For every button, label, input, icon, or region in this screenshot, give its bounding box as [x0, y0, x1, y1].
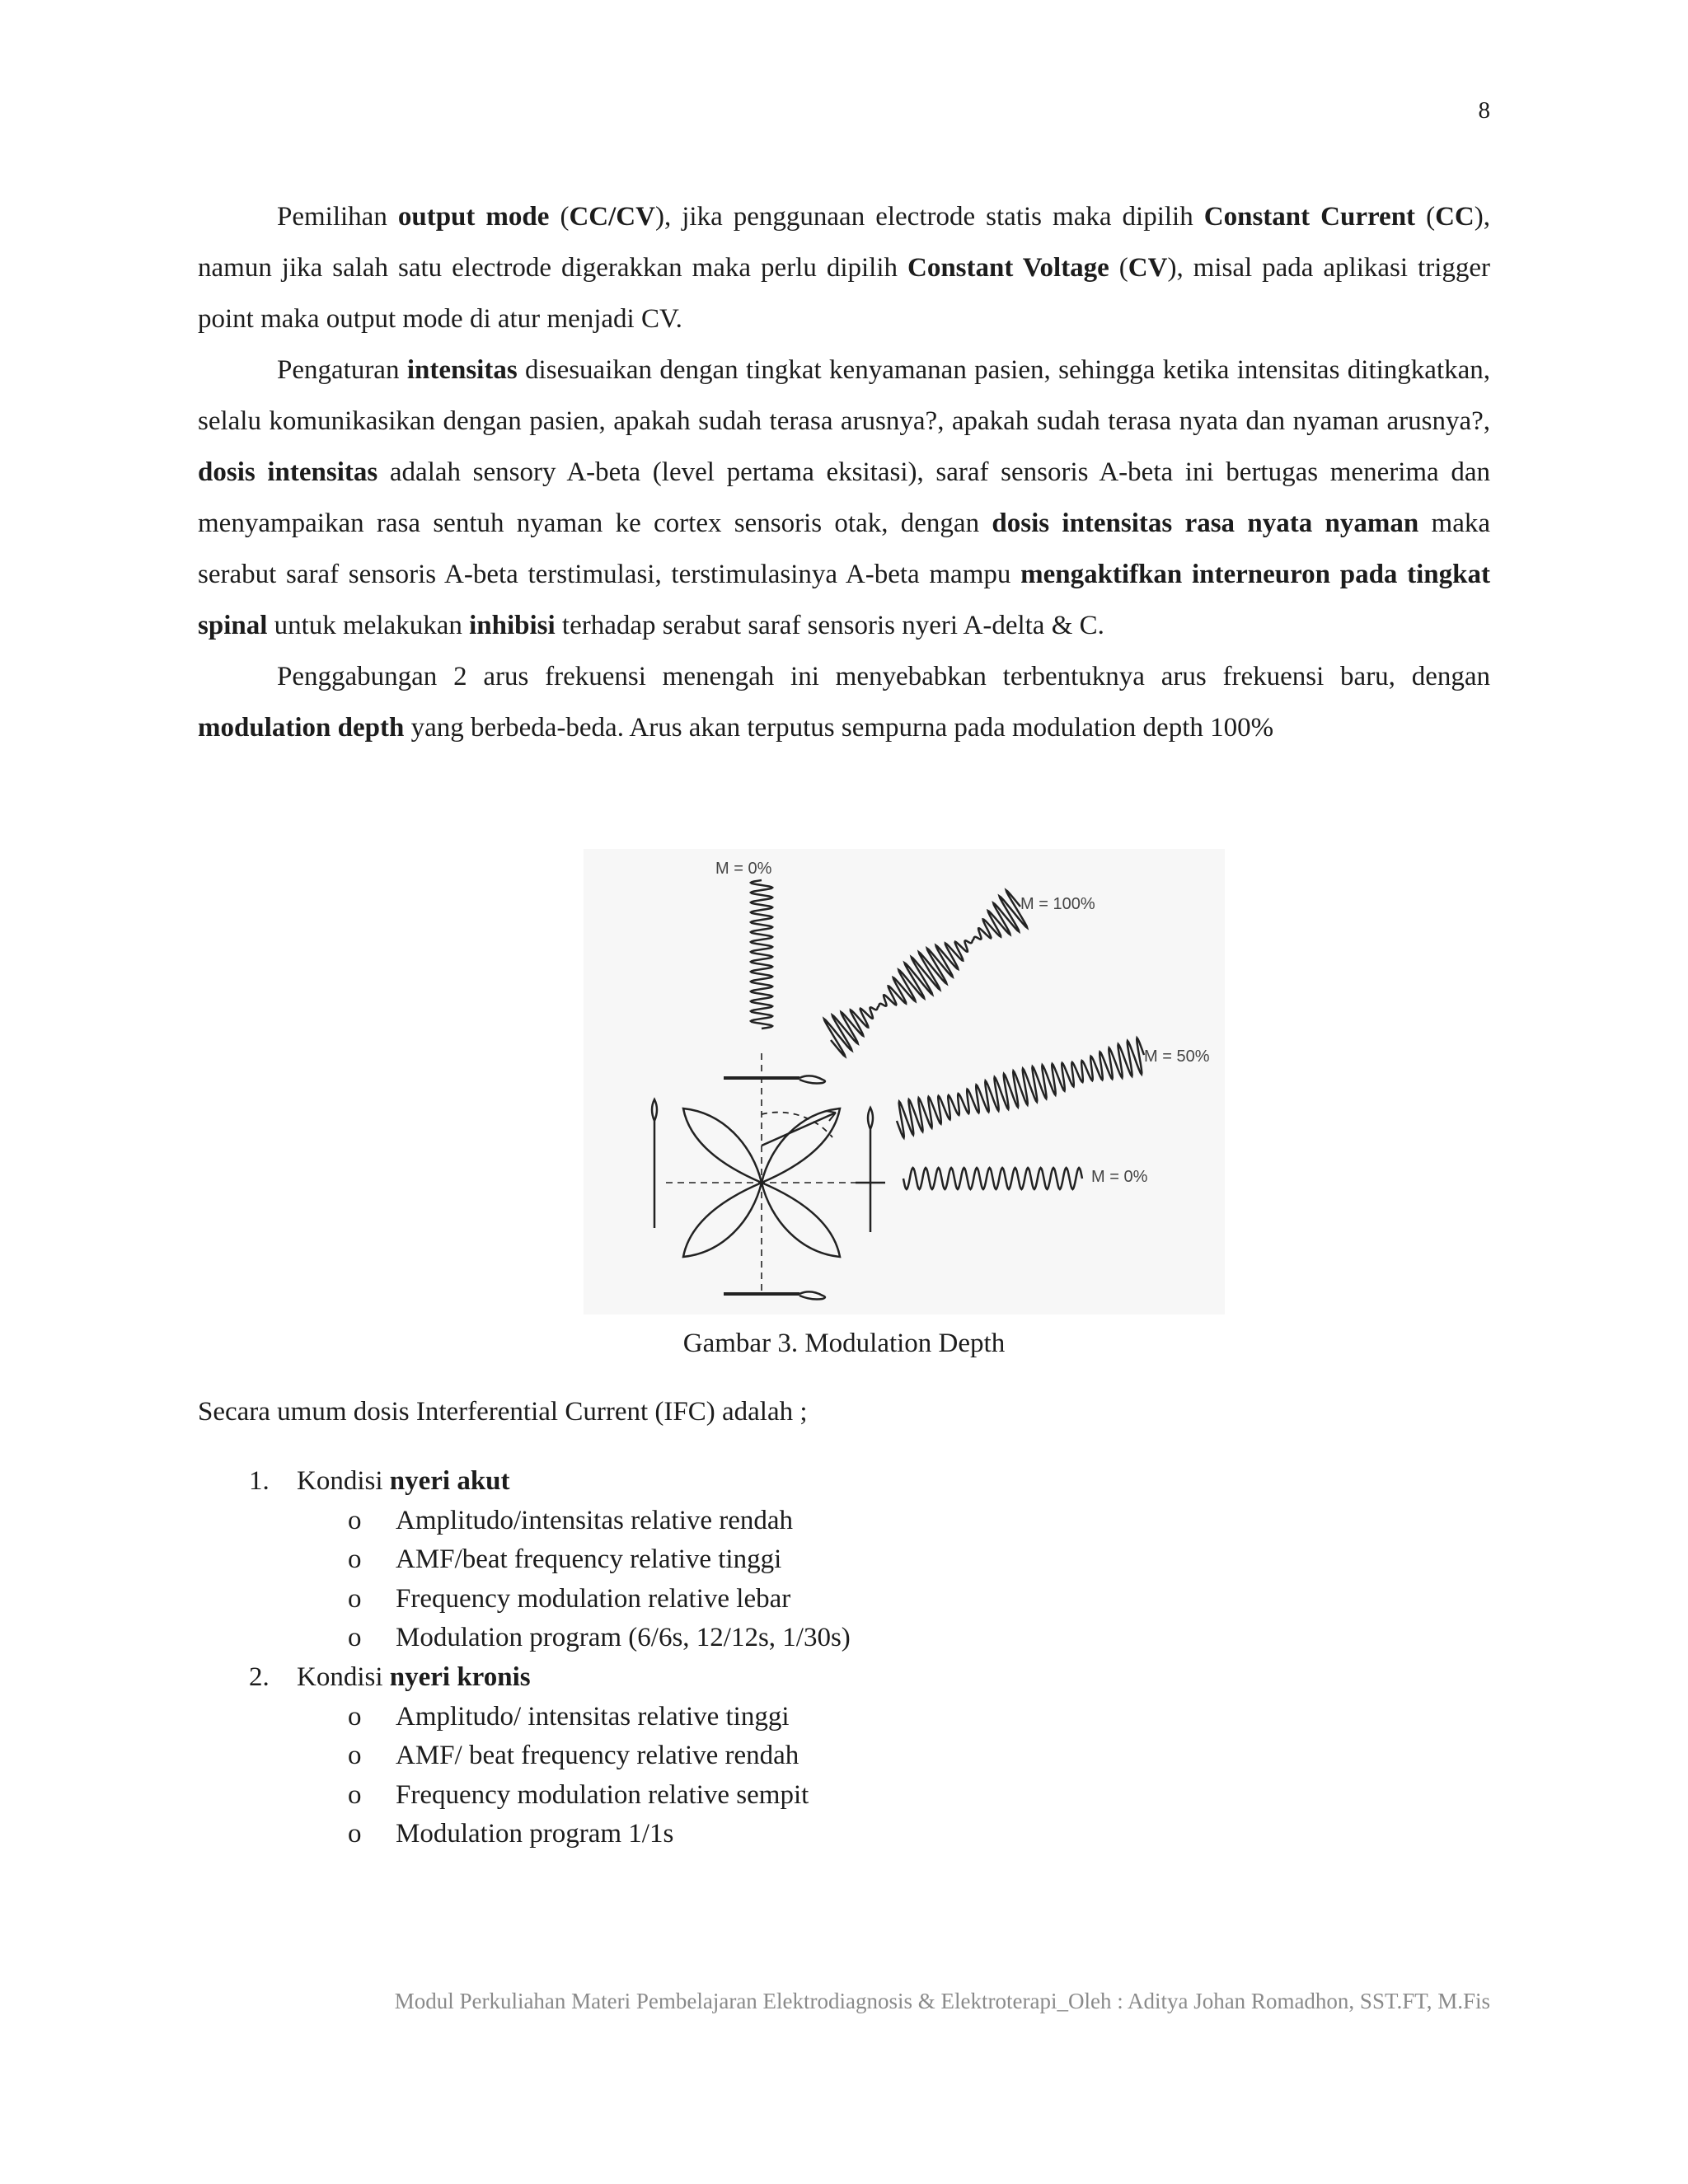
text: ), namun jika salah satu electrode digerakkan maka perlu dipilih — [198, 202, 1490, 283]
item-heading — [198, 1658, 851, 1698]
bold-text: intensitas — [406, 355, 518, 385]
sub-item — [198, 1580, 851, 1619]
item-number: 1. — [249, 1466, 270, 1496]
bullet: o — [348, 1741, 362, 1771]
text: ), jika penggunaan electrode statis maka dipilih — [654, 202, 1204, 232]
label-m100: M = 100% — [1020, 895, 1095, 913]
bold-text: mengaktifkan interneuron pada tingkat spinal — [198, 560, 1490, 640]
wave-vertical-unmodulated — [751, 880, 772, 1029]
sub-item-text: Frequency modulation relative sempit — [396, 1779, 809, 1810]
modulation-depth-diagram — [584, 849, 1225, 1315]
item-heading — [198, 1462, 851, 1502]
bullet: o — [348, 1819, 362, 1849]
text: untuk melakukan — [267, 611, 470, 640]
sub-item-text: Modulation program 1/1s — [396, 1819, 674, 1849]
paragraph-output-mode — [198, 191, 1490, 344]
bold-text: dosis intensitas rasa nyata nyaman — [992, 509, 1419, 538]
sub-item-text: Amplitudo/ intensitas relative tinggi — [396, 1701, 790, 1732]
bullet: o — [348, 1583, 362, 1614]
body-text — [198, 191, 1490, 753]
page-number: 8 — [1478, 97, 1490, 124]
bullet: o — [348, 1701, 362, 1732]
top-electrode-lead — [799, 1076, 825, 1083]
label-m50: M = 50% — [1144, 1047, 1210, 1066]
modulation-depth-figure — [584, 849, 1225, 1315]
bold-text: dosis intensitas — [198, 457, 378, 487]
petal-lower-right — [762, 1183, 840, 1257]
text: Pemilihan — [277, 202, 398, 232]
bold-text: nyeri akut — [389, 1466, 510, 1496]
paragraph-modulation-depth — [198, 651, 1490, 753]
bold-text: CV — [1128, 253, 1168, 283]
sub-item — [198, 1815, 851, 1854]
bold-text: Constant Current — [1203, 202, 1416, 232]
bottom-electrode-lead — [799, 1291, 825, 1299]
wave-horizontal-unmodulated — [903, 1168, 1082, 1189]
text: ( — [1109, 253, 1128, 283]
list-item — [198, 1658, 851, 1698]
sub-item — [198, 1736, 851, 1776]
sub-item-text: AMF/ beat frequency relative rendah — [396, 1741, 799, 1771]
paragraph-intensitas — [198, 344, 1490, 651]
sub-item-text: AMF/beat frequency relative tinggi — [396, 1544, 782, 1575]
petal-lower-left — [683, 1183, 762, 1257]
sub-item — [198, 1776, 851, 1816]
sub-item — [198, 1619, 851, 1658]
sub-item-text: Amplitudo/intensitas relative rendah — [396, 1505, 794, 1535]
bold-text: inhibisi — [469, 611, 556, 640]
text: Kondisi — [297, 1661, 390, 1692]
bold-text: Constant Voltage — [907, 253, 1109, 283]
list-intro: Secara umum dosis Interferential Current (IFC) adalah ; — [198, 1397, 808, 1427]
bold-text: nyeri kronis — [389, 1661, 531, 1692]
page-footer: Modul Perkuliahan Materi Pembelajaran Elektrodiagnosis & Elektroterapi_Oleh : Aditya Johan Romadhon, SST.FT, M.Fis — [394, 1989, 1490, 2013]
sub-item — [198, 1502, 851, 1541]
text: ( — [1415, 202, 1436, 232]
item-number: 2. — [249, 1661, 270, 1692]
dosage-list — [198, 1462, 851, 1854]
label-m0-top: M = 0% — [715, 860, 772, 878]
bullet: o — [348, 1544, 362, 1575]
text: adalah sensory A-beta (level pertama eksitasi), saraf sensoris A-beta ini bertugas menerima dan menyampaikan rasa sentuh nyaman ke cortex sensoris otak, dengan — [198, 457, 1491, 538]
text: disesuaikan dengan tingkat kenyamanan pasien, sehingga ketika intensitas ditingkatkan, selalu komunikasikan dengan pasien, apakah sudah terasa arusnya?, apakah sudah terasa nyata dan nyaman arusnya?, — [198, 355, 1491, 436]
bullet: o — [348, 1623, 362, 1653]
text: ), misal pada aplikasi trigger point maka output mode di atur menjadi CV. — [198, 253, 1490, 334]
bullet: o — [348, 1779, 362, 1810]
sub-item — [198, 1540, 851, 1580]
sub-item-text: Modulation program (6/6s, 12/12s, 1/30s) — [396, 1623, 851, 1653]
figure-caption: Gambar 3. Modulation Depth — [682, 1329, 1006, 1358]
text: terhadap serabut saraf sensoris nyeri A-delta & C. — [555, 611, 1104, 640]
petal-upper-right — [762, 1108, 840, 1183]
list-item — [198, 1462, 851, 1502]
text: Penggabungan 2 arus frekuensi menengah ini menyebabkan terbentuknya arus frekuensi baru, dengan — [277, 662, 1490, 691]
sub-item-text: Frequency modulation relative lebar — [396, 1583, 791, 1614]
bold-text: modulation depth — [198, 713, 405, 743]
text: yang berbeda-beda. Arus akan terputus sempurna pada modulation depth 100% — [404, 713, 1274, 743]
right-electrode — [868, 1108, 873, 1232]
sub-item — [198, 1698, 851, 1737]
text: ( — [549, 202, 570, 232]
bold-text: CC/CV — [569, 202, 655, 232]
text: Kondisi — [297, 1466, 390, 1496]
bullet: o — [348, 1505, 362, 1535]
bold-text: output mode — [397, 202, 550, 232]
wave-modulated-50 — [897, 1038, 1144, 1138]
wave-modulated-100 — [824, 890, 1027, 1056]
label-m0-right: M = 0% — [1091, 1168, 1148, 1186]
bold-text: CC — [1435, 202, 1475, 232]
petal-upper-left — [683, 1108, 762, 1183]
text: maka serabut saraf sensoris A-beta terstimulasi, terstimulasinya A-beta mampu — [198, 509, 1490, 589]
left-electrode — [652, 1099, 657, 1228]
text: Pengaturan — [277, 355, 407, 385]
